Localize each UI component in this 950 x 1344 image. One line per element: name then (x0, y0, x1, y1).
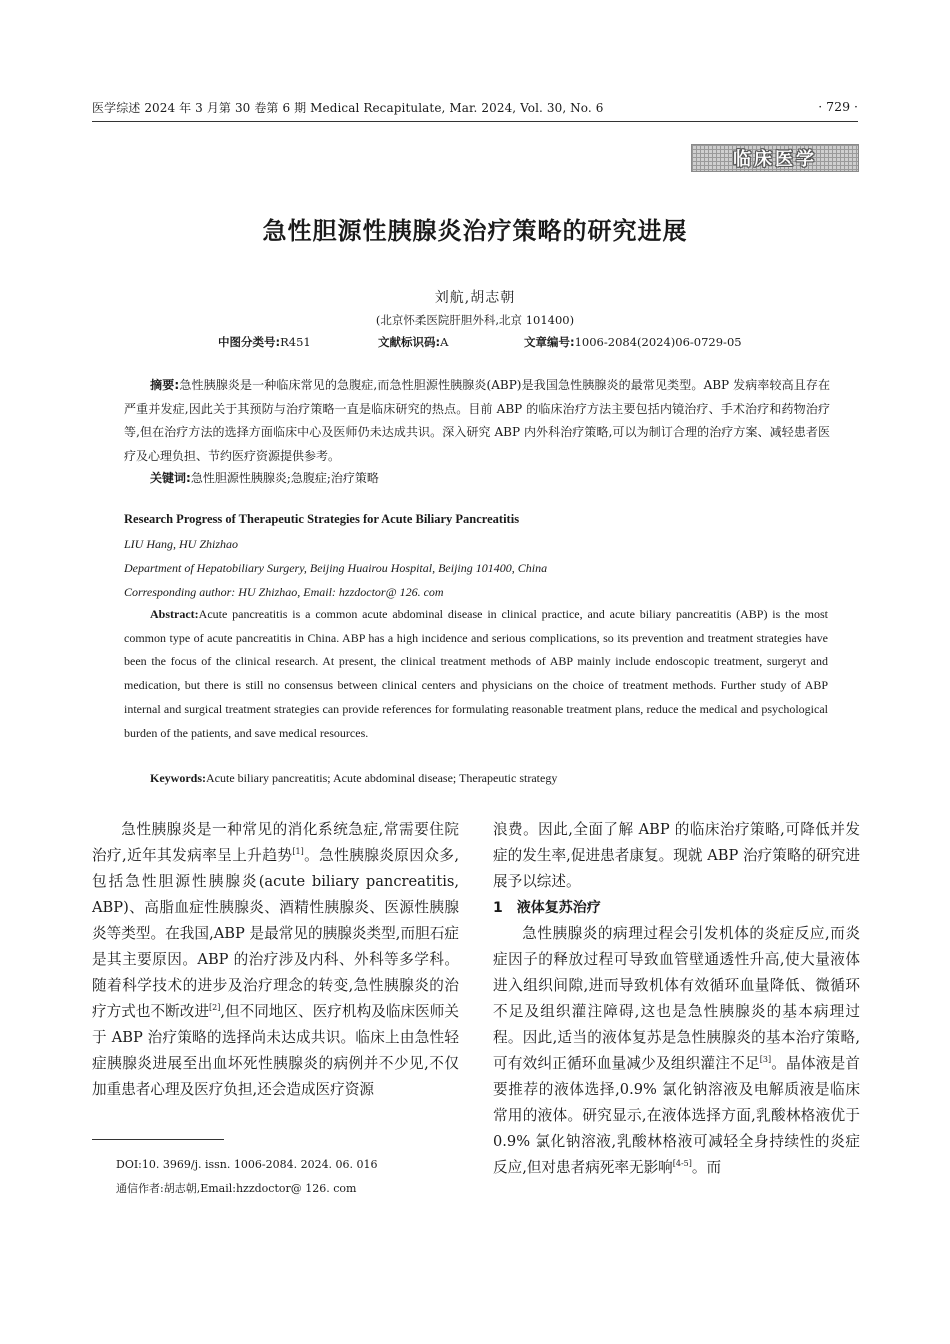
intro-text-3: ,但不同地区、医疗机构及临床医师关于 ABP 治疗策略的选择尚未达成共识。临床上由急性轻症胰腺炎进展至出血坏死性胰腺炎的病例并不少见,不仅加重患者心理及医疗负担,还会造成医疗资源 (92, 1003, 459, 1098)
doi-footnote: DOI:10. 3969/j. issn. 1006-2084. 2024. 06. 016 (116, 1158, 378, 1171)
keywords-en-label: Keywords: (150, 771, 206, 785)
clc-number (218, 334, 311, 350)
intro-paragraph (92, 817, 459, 1103)
article-number (524, 334, 742, 350)
english-authors: LIU Hang, HU Zhizhao (124, 537, 239, 551)
citation-4-5: [4-5] (672, 1159, 692, 1168)
fluid-text-3: 。而 (691, 1159, 722, 1176)
citation-2: [2] (209, 1003, 221, 1012)
english-keywords (150, 771, 557, 786)
english-department: Department of Hepatobiliary Surgery, Beijing Huairou Hospital, Beijing 101400, China (124, 561, 548, 575)
fluid-text-1: 急性胰腺炎的病理过程会引发机体的炎症反应,而炎症因子的释放过程可导致血管壁通透性升高,使大量液体进入组织间隙,进而导致机体有效循环血量降低、微循环不足及组织灌注障碍,这也是急性胰腺炎的基本病理过程。因此,适当的液体复苏是急性胰腺炎的基本治疗策略,可有效纠正循环血量减少及组织灌注不足 (493, 925, 860, 1072)
english-title: Research Progress of Therapeutic Strategies for Acute Biliary Pancreatitis (124, 512, 520, 526)
doc-code-value: A (440, 335, 449, 349)
keywords-en-text: Acute biliary pancreatitis; Acute abdominal disease; Therapeutic strategy (206, 771, 558, 785)
fluid-text-2: 。晶体液是首要推荐的液体选择,0.9% 氯化钠溶液及电解质液是临床常用的液体。研究显示,在液体选择方面,乳酸林格液优于 0.9% 氯化钠溶液,乳酸林格液可减轻全身持续性的炎症反应,但对患者病死率无影响 (493, 1055, 860, 1176)
intro-text-2: 。急性胰腺炎原因众多,包括急性胆源性胰腺炎(acute biliary pancreatitis, ABP)、高脂血症性胰腺炎、酒精性胰腺炎、医源性胰腺炎等类型。在我国,ABP 是最常见的胰腺炎类型,而胆石症是其主要原因。ABP 的治疗涉及内科、外科等多学科。随着科学技术的进步及治疗理念的转变,急性胰腺炎的治疗方式也不断改进 (92, 847, 460, 1020)
page-number: · 729 · (818, 99, 858, 114)
abstract-en-text: Acute pancreatitis is a common acute abdominal disease in clinical practice, and acute biliary pancreatitis (ABP) is the most common type of acute pancreatitis in China. ABP has a high incidence and serious complications, so its prevention and treatment strategies have been the focus of the clinical research. At present, the clinical treatment methods of ABP mainly include endoscopic treatment, surgeryt and medication, but there is still no consensus between clinical centers and physicians on the choice of treatment methods. Further study of ABP internal and surgical treatment strategies can provide references for formulating reasonable treatment plans, reduce the medical and psychological burden of the patients, and save medical resources. (124, 607, 828, 740)
author-list: 刘航,胡志朝 (434, 290, 516, 306)
article-title: 急性胆源性胰腺炎治疗策略的研究进展 (262, 217, 688, 245)
section-1-heading: 1 液体复苏治疗 (493, 900, 601, 916)
section-banner (691, 144, 859, 172)
abstract-cn-text: 急性胰腺炎是一种临床常见的急腹症,而急性胆源性胰腺炎(ABP)是我国急性胰腺炎的最常见类型。ABP 发病率较高且存在严重并发症,因此关于其预防与治疗策略一直是临床研究的热点。目前 ABP 的临床治疗方法主要包括内镜治疗、手术治疗和药物治疗等,但在治疗方法的选择方面临床中心及医师仍未达成共识。深入研究 ABP 内外科治疗策略,可以为制订合理的治疗方案、减轻患者医疗及心理负担、节约医疗资源提供参考。 (124, 378, 830, 463)
article-no-value: 1006-2084(2024)06-0729-05 (574, 335, 742, 349)
fluid-resuscitation-paragraph (493, 921, 860, 1181)
clc-label: 中图分类号: (218, 335, 281, 349)
section-banner-label: 临床医学 (733, 149, 817, 170)
chinese-abstract (124, 374, 830, 468)
footnote-rule (92, 1139, 224, 1140)
affiliation: (北京怀柔医院肝胆外科,北京 101400) (375, 313, 575, 327)
running-head: 医学综述 2024 年 3 月第 30 卷第 6 期 Medical Recapitulate, Mar. 2024, Vol. 30, No. 6 (92, 101, 604, 115)
body-right-column (493, 817, 860, 1181)
intro-text-1: 急性胰腺炎是一种常见的消化系统急症,常需要住院治疗,近年其发病率呈上升趋势 (92, 821, 459, 864)
keywords-cn-label: 关键词: (150, 471, 191, 485)
english-corresponding: Corresponding author: HU Zhizhao, Email: hzzdoctor@ 126. com (124, 585, 444, 599)
corresponding-footnote: 通信作者:胡志朝,Email:hzzdoctor@ 126. com (116, 1182, 357, 1195)
document-code (378, 334, 448, 350)
chinese-keywords (150, 469, 379, 486)
intro-paragraph-continued: 浪费。因此,全面了解 ABP 的临床治疗策略,可降低并发症的发生率,促进患者康复。现就 ABP 治疗策略的研究进展予以综述。 (493, 821, 860, 890)
citation-1: [1] (292, 847, 304, 856)
clc-value: R451 (280, 335, 311, 349)
header-rule (92, 121, 858, 122)
article-no-label: 文章编号: (524, 335, 575, 349)
body-left-column (92, 817, 459, 1103)
citation-3: [3] (759, 1055, 772, 1064)
doc-code-label: 文献标识码: (378, 335, 441, 349)
keywords-cn-text: 急性胆源性胰腺炎;急腹症;治疗策略 (190, 471, 379, 485)
abstract-cn-label: 摘要: (150, 378, 180, 392)
english-abstract (124, 603, 828, 745)
abstract-en-label: Abstract: (150, 607, 199, 621)
